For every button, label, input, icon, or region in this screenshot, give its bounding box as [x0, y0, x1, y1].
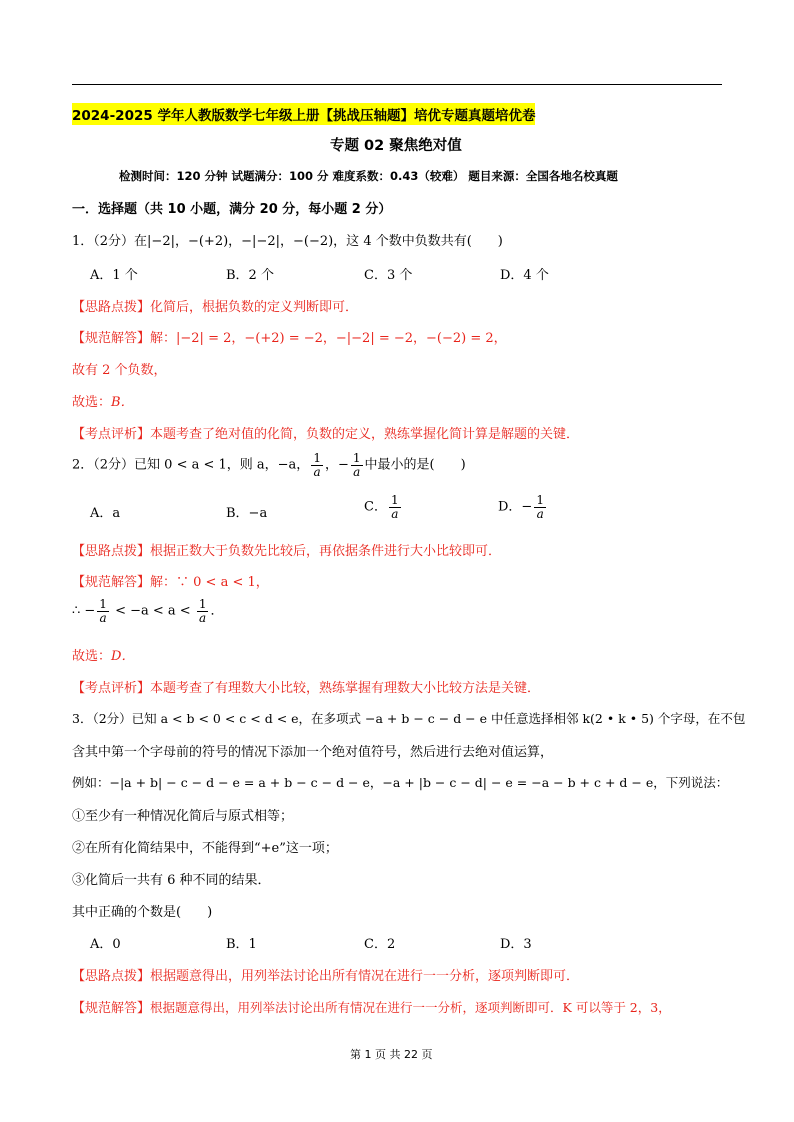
q1-hint: 化简后，根据负数的定义判断即可．	[150, 300, 359, 315]
solution-label: 【规范解答】	[72, 331, 151, 346]
q3-hint: 根据题意得出，用列举法讨论出所有情况在进行一一分析，逐项判断即可．	[150, 969, 580, 984]
q3-stem-line2: 含其中第一个字母前的符号的情况下添加一个绝对值符号，然后进行去绝对值运算，	[72, 745, 554, 760]
q2-hint: 根据正数大于负数先比较后，再依据条件进行大小比较即可．	[150, 544, 502, 559]
q3-option-c: C．2	[364, 937, 396, 952]
q2-stem-pre: 2．（2分）已知 0 < a < 1，则 a，−a，	[72, 457, 310, 473]
series-title: 2024-2025 学年人教版数学七年级上册【挑战压轴题】培优专题真题培优卷	[72, 103, 535, 125]
q2-option-b: B．−a	[226, 506, 268, 521]
q3-example: 例如：−|a + b| − c − d − e = a + b − c − d − e，−a + |b − c − d| − e = −a − b + c + d − e，下列说法：	[72, 775, 729, 790]
q3-option-d: D．3	[500, 937, 532, 952]
q2-choose-row: 故选：D．	[72, 649, 135, 664]
q2-analysis-row: 【考点评析】本题考查了有理数大小比较，熟练掌握有理数大小比较方法是关键．	[72, 681, 541, 696]
exam-info: 检测时间：120 分钟 试题满分：100 分 难度系数：0.43（较难） 题目来源：全国各地名校真题	[119, 169, 618, 183]
q3-option-a: A．0	[90, 937, 121, 952]
q2-option-d: D．− $\frac{1}{a}$	[498, 493, 544, 521]
q2-frac-1: $\frac{1}{a}$	[313, 451, 321, 479]
topic-title: 专题 02 聚焦绝对值	[330, 138, 462, 154]
q1-stem: 1．（2分）在|−2|，−(+2)，−|−2|，−(−2)，这 4 个数中负数共有( )	[72, 234, 503, 249]
header-rule	[72, 84, 722, 85]
q2-chain: ∴ − $\frac{1}{a}$ < −a < a < $\frac{1}{a}$ ．	[72, 597, 224, 625]
q1-hint-row	[72, 296, 358, 315]
q1-option-c: C．3 个	[364, 268, 413, 283]
q2-solution-row: 【规范解答】解：∵ 0 < a < 1，	[72, 575, 269, 590]
q2-stem-mid: ，−	[324, 457, 349, 473]
q2-option-c: C． $\frac{1}{a}$	[364, 493, 399, 521]
analysis-label: 【考点评析】	[72, 427, 151, 442]
q1-answer: B．	[111, 395, 134, 410]
section-heading: 一．选择题（共 10 小题，满分 20 分，每小题 2 分）	[72, 202, 392, 217]
q2-stem	[72, 452, 466, 478]
q2-option-a: A．a	[90, 506, 121, 521]
q2-solution: 解：∵ 0 < a < 1，	[150, 575, 269, 590]
q2-frac-2: $\frac{1}{a}$	[352, 451, 361, 479]
choose-label: 故选：	[72, 395, 112, 410]
q3-solution-row: 【规范解答】根据题意得出，用列举法讨论出所有情况在进行一一分析，逐项判断即可．K 可以等于 2，3，	[72, 1000, 671, 1016]
q3-ask: 其中正确的个数是( )	[72, 905, 213, 920]
q2-answer: D．	[111, 649, 135, 664]
q3-statement-3: ③化简后一共有 6 种不同的结果．	[72, 873, 271, 888]
q3-option-b: B．1	[226, 937, 257, 952]
q3-statement-2: ②在所有化简结果中，不能得到“+e”这一项；	[72, 841, 338, 856]
q1-analysis: 本题考查了绝对值的化简，负数的定义，熟练掌握化简计算是解题的关键．	[150, 427, 580, 442]
q1-option-a: A．1 个	[90, 268, 138, 283]
q2-stem-post: 中最小的是( )	[364, 457, 466, 473]
q1-solution-row	[72, 327, 507, 346]
hint-label: 【思路点拨】	[72, 300, 151, 315]
q1-option-d: D．4 个	[500, 268, 549, 283]
q1-option-b: B．2 个	[226, 268, 274, 283]
q1-choose-row	[72, 391, 134, 410]
q2-hint-row: 【思路点拨】根据正数大于负数先比较后，再依据条件进行大小比较即可．	[72, 544, 502, 559]
q1-analysis-row	[72, 423, 579, 442]
q3-statement-1: ①至少有一种情况化简后与原式相等；	[72, 809, 294, 824]
q2-analysis: 本题考查了有理数大小比较，熟练掌握有理数大小比较方法是关键．	[150, 681, 541, 696]
q3-solution: 根据题意得出，用列举法讨论出所有情况在进行一一分析，逐项判断即可．K 可以等于 2，3，	[150, 1000, 671, 1015]
q1-solution: 解：|−2| = 2，−(+2) = −2，−|−2| = −2，−(−2) = 2，	[150, 331, 507, 346]
page-footer: 第 1 页 共 22 页	[350, 1048, 433, 1061]
q3-stem-line1: 3．（2分）已知 a < b < 0 < c < d < e，在多项式 −a + b − c − d − e 中任意选择相邻 k(2 • k • 5) 个字母，在不包	[72, 711, 746, 726]
q3-hint-row: 【思路点拨】根据题意得出，用列举法讨论出所有情况在进行一一分析，逐项判断即可．	[72, 969, 580, 984]
q1-extra: 故有 2 个负数，	[72, 363, 167, 378]
